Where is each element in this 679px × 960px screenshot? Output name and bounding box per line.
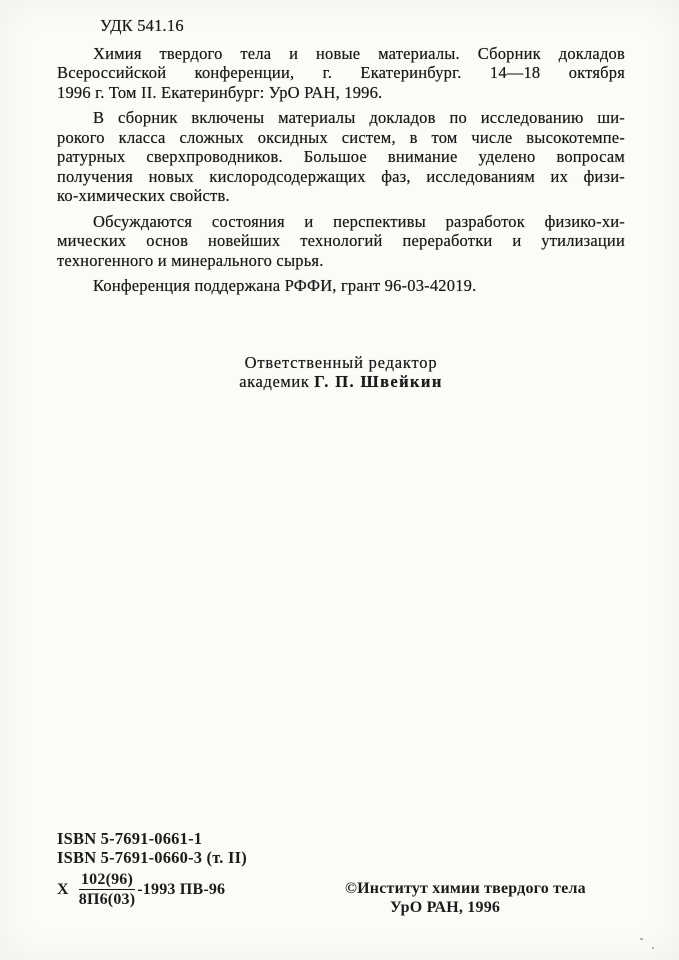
paragraph-line: рокого класса сложных оксидных систем, в том числе высокотемпе-: [57, 127, 625, 147]
paragraph-line: получения новых кислородсодержащих фаз, исследованиям их физи-: [57, 166, 625, 186]
paragraph-line: ко-химических свойств.: [57, 186, 230, 205]
isbn-line-1: ISBN 5-7691-0661-1: [57, 829, 203, 848]
paragraph-line: ратурных сверхпроводников. Большое внимание уделено вопросам: [57, 147, 625, 166]
main-text-block: [57, 16, 625, 391]
paragraph-line: Химия твердого тела и новые материалы. Сборник докладов: [93, 43, 625, 63]
paragraph-line: Конференция поддержана РФФИ, грант 96-03-42019.: [93, 276, 477, 295]
bibliographic-paragraph: [57, 44, 625, 103]
scan-speck: [652, 947, 654, 949]
isbn-line-2: ISBN 5-7691-0660-3 (т. II): [57, 848, 247, 867]
catalog-fraction: [79, 871, 136, 909]
catalog-denominator: 8П6(03): [78, 891, 136, 908]
catalog-prefix: Х: [57, 881, 69, 898]
grant-paragraph: [57, 276, 625, 296]
catalog-numerator: 102(96): [80, 871, 134, 888]
paragraph-line: 1996 г. Том II. Екатеринбург: УрО РАН, 1996.: [57, 82, 383, 102]
udk-code: УДК 541.16: [100, 16, 184, 35]
editor-name: Г. П. Швейкин: [314, 371, 443, 391]
isbn-block: [57, 829, 247, 867]
abstract-paragraph-1: [57, 108, 625, 206]
editor-title: Ответственный редактор: [244, 352, 438, 372]
paragraph-line: техногенного и минерального сырья.: [57, 250, 324, 270]
abstract-paragraph-2: [57, 212, 625, 271]
copyright-block: [345, 879, 586, 917]
editor-block: [57, 353, 625, 391]
editor-rank: академик: [239, 371, 315, 391]
catalog-code: [57, 871, 225, 909]
copyright-line-1: ©Институт химии твердого тела: [345, 880, 586, 897]
paragraph-line: В сборник включены материалы докладов по исследованию ши-: [93, 108, 625, 127]
paragraph-line: мических основ новейших технологий переработки и утилизации: [57, 231, 625, 250]
catalog-suffix: -1993 ПВ-96: [137, 881, 226, 898]
paragraph-line: Обсуждаются состояния и перспективы разработок физико-хи-: [93, 211, 625, 231]
scan-speck: [640, 938, 643, 940]
editor-name-line: [57, 372, 625, 391]
paragraph-line: Всероссийской конференции, г. Екатеринбург. 14—18 октября: [57, 63, 625, 82]
copyright-line-2: УрО РАН, 1996: [390, 899, 501, 916]
